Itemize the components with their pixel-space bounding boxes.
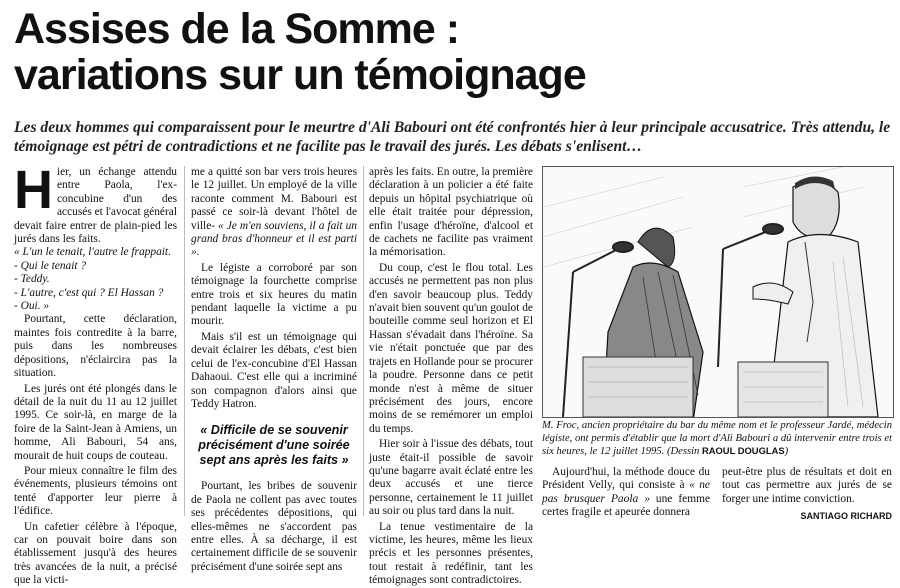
paragraph: Le légiste a corroboré par son témoignage la fourchette comprise entre trois et six heures du matin pendant laquelle la victime a pu mourir. [191,261,357,328]
paragraph: Un cafetier célèbre à l'époque, car on pouvait boire dans son établissement jusqu'à des heures très avancées de la nuit, a précisé que la victi- [14,520,177,587]
article-column-4 [542,466,710,520]
court-sketch-illustration [542,166,894,418]
inline-quote: « Je m'en souviens, il a fait un grand bras d'honneur et il est parti ». [191,219,357,259]
drop-cap: H [14,160,53,220]
paragraph: Les jurés ont été plongés dans le détail de la nuit du 11 au 12 juillet 1995. Ce soir-là, en marge de la foire de la Saint-Jean à Amiens, un homme, Ali Babouri, 54 ans, mourait de huit coups de couteau. [14,382,177,462]
article-column-3 [369,166,533,588]
lead-paragraph: Les deux hommes qui comparaissent pour le meurtre d'Ali Babouri ont été confrontés hier à leur principale accusatrice. Très attendu, le témoignage est pétri de contradictions et ne facilite pas le travail des jurés. Les débats s'enlisent… [14,119,891,155]
illustrator-credit: RAOUL DOUGLAS [701,445,785,457]
headline-line-2: variations sur un témoignage [14,51,586,99]
paragraph: Hier, un échange attendu entre Paola, l'ex-concubine d'un des accusés et l'avocat général devait faire entrer de plain-pied les jurés dans les faits. [14,160,178,246]
paragraph: me a quitté son bar vers trois heures le 12 juillet. Un employé de la ville raconte comment M. Babouri est passé ce soir-là devant l'hôtel de ville- « Je m'en souviens, il a fait un grand bras d'honneur et il est parti ». [191,166,357,259]
paragraph: Du coup, c'est le flou total. Les accusés ne permettent pas non plus d'en savoir beaucoup plus. Teddy n'avait bien souvent qu'un goulot de bouteille comme seul horizon et El Hassan s'évadait dans l'héroïne. Sa vie n'était ponctuée que par des trajets en Hollande pour se procurer la poudre. Personne dans ce petit monde n'est à même de situer précisément des jours, encore moins de se remémorer un emploi du temps. [369,261,533,435]
headline-line-1: Assises de la Somme : [14,5,460,53]
paragraph: Pourtant, cette déclaration, maintes fois contredite à la barre, puis dans les nombreuses dépositions, n'éclaircira pas la situation. [14,313,177,380]
paragraph: Aujourd'hui, la méthode douce du Président Velly, qui consiste à « ne pas brusquer Paola » une femme certes fragile et apeurée donnera [542,466,710,519]
pull-quote: « Difficile de se souvenir précisément d'une soirée sept ans après les faits » [198,423,350,468]
quote-line: - Oui. » [14,300,50,313]
quote-line: - Qui le tenait ? [14,259,87,272]
column-divider [184,166,185,516]
illustration-caption: M. Froc, ancien propriétaire du bar du même nom et le professeur Jardé, médecin légiste, ont permis d'établir que la mort d'Ali Babouri a dû intervenir entre trois et six heures, le 12 juillet 1995. (Dessin RAOUL DOUGLAS) [542,420,892,458]
paragraph: La tenue vestimentaire de la victime, les heures, même les lieux précis et les personnes présentes, tout restait à redéfinir, tant les témoignages sont contradictoires. [369,520,533,587]
article-column-5 [722,466,892,506]
column-divider [363,166,364,516]
paragraph: Pour mieux connaître le film des événements, plusieurs témoins ont tenté d'apporter leur pierre à l'édifice. [14,464,177,518]
quote-line: « L'un le tenait, l'autre le frappait. [14,246,171,259]
paragraph: peut-être plus de résultats et doit en tout cas permettre aux jurés de se forger une intime conviction. [722,466,892,505]
sketch-drawing [543,167,893,417]
author-byline: SANTIAGO RICHARD [800,511,892,521]
quote-line: - L'autre, c'est qui ? El Hassan ? [14,286,164,299]
paragraph: Hier soir à l'issue des débats, tout juste était-il possible de savoir qu'une bagarre avait éclaté entre les deux accusés et une tierce personne, certainement le 11 juillet au soir ou plus tard dans la nuit. [369,438,533,518]
inline-quote: « ne pas brusquer Paola » [542,479,710,505]
paragraph: Pourtant, les bribes de souvenir de Paola ne collent pas avec toutes ses précédentes dépositions, qui elles-mêmes ne s'accordent pas entre elles. À sa décharge, il est certainement difficile de se souvenir précisément d'une soirée sept ans [191,480,357,573]
article-column-1 [14,160,178,588]
paragraph: Mais s'il est un témoignage qui devait éclairer les débats, c'est bien celui de l'ex-concubine d'El Hassan Dahaoui. C'est elle qui a incriminé son compagnon d'alors ainsi que Teddy Hatron. [191,330,357,410]
paragraph: après les faits. En outre, la première déclaration à un policier a été faite depuis un hôpital psychiatrique où elle était traitée pour dépression, enfin l'usage d'héroïne, d'alcool et de cachets ne facilite pas vraiment la mémorisation. [369,166,533,259]
headline [14,6,894,98]
quote-line: - Teddy. [14,273,50,286]
article-column-2 [191,166,357,574]
